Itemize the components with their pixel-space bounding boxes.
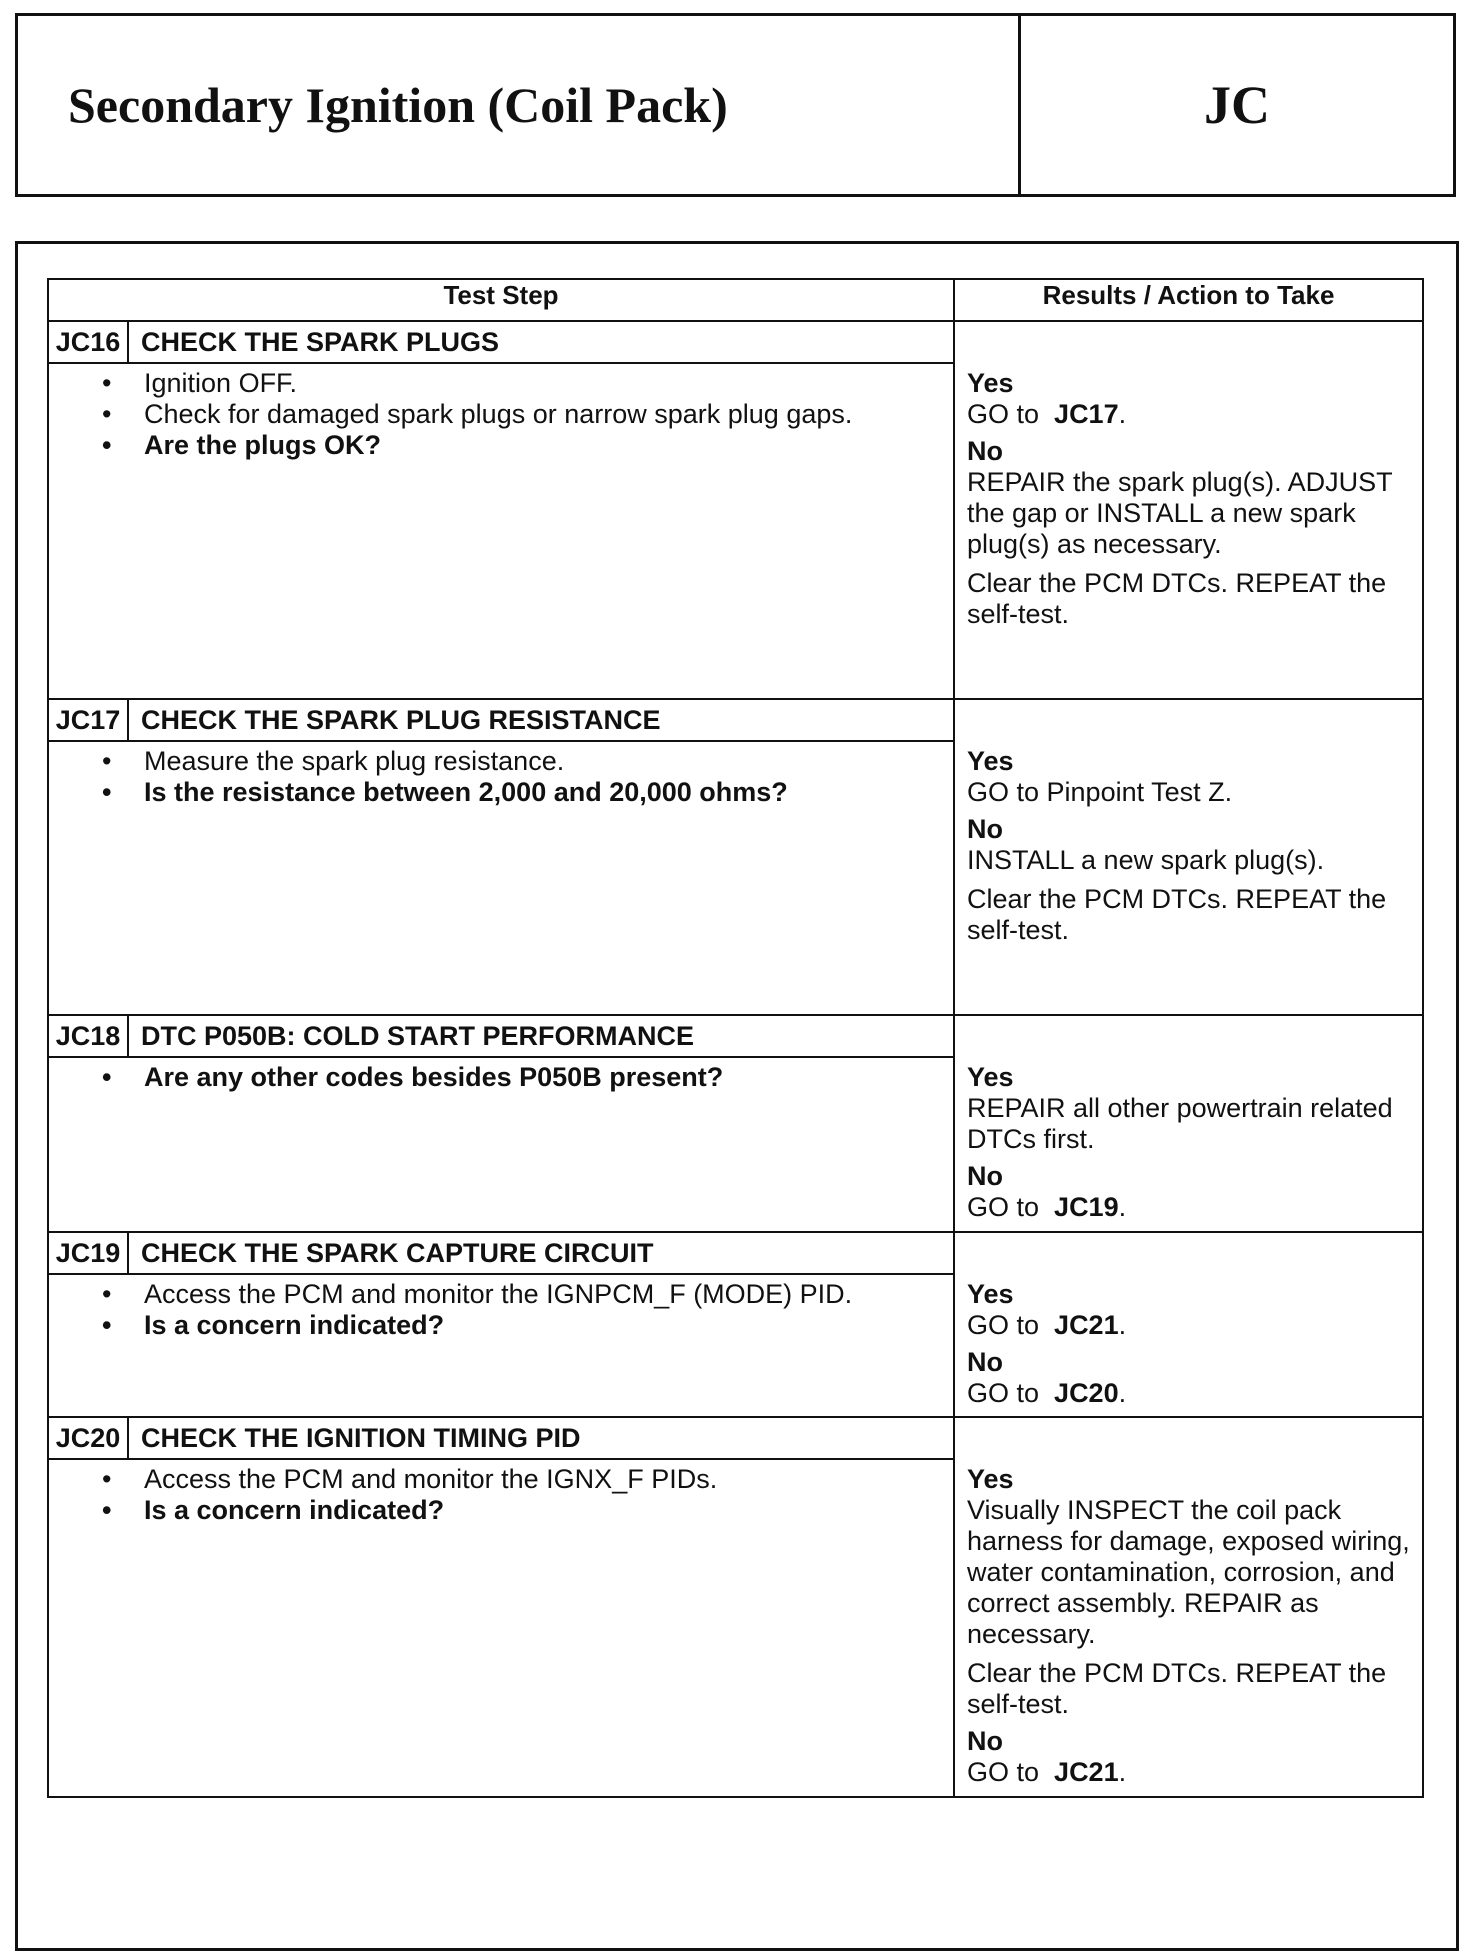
no-label: No xyxy=(967,436,1003,466)
step-title: CHECK THE IGNITION TIMING PID xyxy=(141,1422,581,1453)
test-step-cell xyxy=(48,1232,954,1417)
list-item: • Access the PCM and monitor the IGNPCM_F (MODE) PID. xyxy=(144,1279,883,1310)
no-label: No xyxy=(967,814,1003,844)
results-cell xyxy=(954,699,1423,1015)
step-question: • Is the resistance between 2,000 and 20,000 ohms? xyxy=(144,777,883,808)
step-id: JC16 xyxy=(49,322,129,362)
list-item: • Check for damaged spark plugs or narrow spark plug gaps. xyxy=(144,399,883,430)
test-step-cell xyxy=(48,1417,954,1797)
table-header-row xyxy=(48,279,1423,321)
page-title: Secondary Ignition (Coil Pack) xyxy=(18,16,1021,194)
yes-action: GO to JC17. xyxy=(967,399,1127,429)
list-item: • Access the PCM and monitor the IGNX_F PIDs. xyxy=(144,1464,883,1495)
step-reference: JC21 xyxy=(1054,1310,1119,1340)
step-title: CHECK THE SPARK CAPTURE CIRCUIT xyxy=(141,1237,654,1268)
list-item: • Ignition OFF. xyxy=(144,368,883,399)
step-question: • Are the plugs OK? xyxy=(144,430,883,461)
step-title: CHECK THE SPARK PLUGS xyxy=(141,326,500,357)
step-instructions xyxy=(49,1275,953,1341)
yes-label: Yes xyxy=(967,1062,1014,1092)
step-header xyxy=(49,1418,953,1460)
test-step-cell xyxy=(48,321,954,699)
no-action-note: Clear the PCM DTCs. REPEAT the self-test. xyxy=(967,884,1387,945)
yes-action-note: Clear the PCM DTCs. REPEAT the self-test. xyxy=(967,1658,1387,1719)
yes-label: Yes xyxy=(967,1464,1014,1494)
yes-label: Yes xyxy=(967,368,1014,398)
step-header xyxy=(49,1233,953,1275)
step-instructions xyxy=(49,1460,953,1526)
step-reference: JC20 xyxy=(1054,1378,1119,1408)
test-step-cell xyxy=(48,1015,954,1232)
yes-action: Visually INSPECT the coil pack harness for damage, exposed wiring, water contamination, corrosion, and correct assembly. REPAIR as necessary. xyxy=(967,1495,1410,1649)
step-question: • Is a concern indicated? xyxy=(144,1310,883,1341)
results-cell xyxy=(954,1417,1423,1797)
no-action: REPAIR the spark plug(s). ADJUST the gap or INSTALL a new spark plug(s) as necessary. xyxy=(967,467,1393,559)
no-label: No xyxy=(967,1347,1003,1377)
results-cell xyxy=(954,1232,1423,1417)
step-reference: JC17 xyxy=(1054,399,1119,429)
no-action: GO to JC19. xyxy=(967,1192,1127,1222)
no-action: INSTALL a new spark plug(s). xyxy=(967,845,1325,875)
yes-action: GO to JC21. xyxy=(967,1310,1127,1340)
step-id: JC18 xyxy=(49,1016,129,1056)
section-code: JC xyxy=(1204,75,1270,135)
column-header-results: Results / Action to Take xyxy=(954,279,1423,321)
step-title: CHECK THE SPARK PLUG RESISTANCE xyxy=(141,704,661,735)
step-id: JC20 xyxy=(49,1418,129,1458)
no-label: No xyxy=(967,1161,1003,1191)
step-instructions xyxy=(49,742,953,808)
step-reference: JC21 xyxy=(1054,1757,1119,1787)
step-question: • Are any other codes besides P050B present? xyxy=(144,1062,883,1093)
table-row xyxy=(48,321,1423,699)
table-row xyxy=(48,699,1423,1015)
step-header xyxy=(49,322,953,364)
no-action: GO to JC21. xyxy=(967,1757,1127,1787)
test-step-cell xyxy=(48,699,954,1015)
yes-action: GO to Pinpoint Test Z. xyxy=(967,777,1233,807)
step-id: JC19 xyxy=(49,1233,129,1273)
yes-action: REPAIR all other powertrain related DTCs first. xyxy=(967,1093,1393,1154)
results-cell xyxy=(954,1015,1423,1232)
results-cell xyxy=(954,321,1423,699)
test-step-table xyxy=(47,278,1424,1798)
step-instructions xyxy=(49,1058,953,1093)
table-row xyxy=(48,1232,1423,1417)
step-header xyxy=(49,1016,953,1058)
no-action-note: Clear the PCM DTCs. REPEAT the self-test. xyxy=(967,568,1387,629)
table-row xyxy=(48,1417,1423,1797)
column-header-test-step: Test Step xyxy=(48,279,954,321)
step-instructions xyxy=(49,364,953,461)
step-id: JC17 xyxy=(49,700,129,740)
step-question: • Is a concern indicated? xyxy=(144,1495,883,1526)
step-header xyxy=(49,700,953,742)
no-label: No xyxy=(967,1726,1003,1756)
step-title: DTC P050B: COLD START PERFORMANCE xyxy=(141,1020,695,1051)
step-reference: JC19 xyxy=(1054,1192,1119,1222)
table-row xyxy=(48,1015,1423,1232)
list-item: • Measure the spark plug resistance. xyxy=(144,746,883,777)
yes-label: Yes xyxy=(967,1279,1014,1309)
no-action: GO to JC20. xyxy=(967,1378,1127,1408)
page-header xyxy=(15,13,1456,197)
yes-label: Yes xyxy=(967,746,1014,776)
